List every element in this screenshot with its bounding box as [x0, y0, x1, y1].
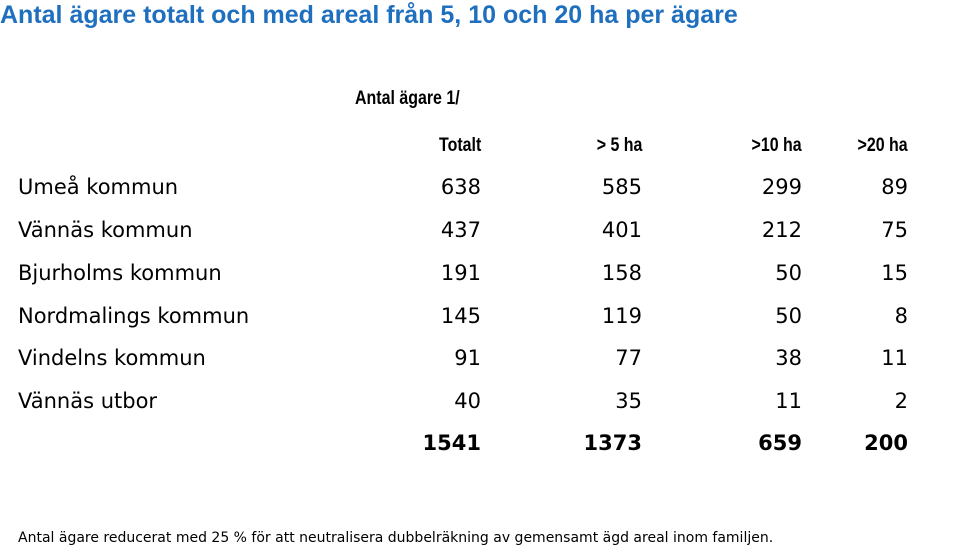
cell-over-5-ha: 401	[601, 218, 642, 242]
table-row	[0, 166, 960, 208]
cell-totalt: 145	[440, 304, 481, 328]
row-label: Nordmalings kommun	[18, 304, 250, 328]
cell-totalt: 40	[454, 389, 481, 413]
cell-over-20-ha: 8	[894, 304, 908, 328]
total-over-20-ha: 200	[864, 431, 908, 455]
table-row	[0, 209, 960, 251]
row-label: Umeå kommun	[18, 175, 179, 199]
row-label: Bjurholms kommun	[18, 261, 222, 285]
cell-over-5-ha: 119	[601, 304, 642, 328]
table-row	[0, 252, 960, 294]
cell-over-5-ha: 585	[601, 175, 642, 199]
total-totalt: 1541	[422, 431, 481, 455]
table-group-header: Antal ägare 1/	[355, 88, 460, 109]
cell-over-20-ha: 2	[894, 389, 908, 413]
row-label: Vännäs kommun	[18, 218, 193, 242]
cell-over-5-ha: 158	[601, 261, 642, 285]
cell-totalt: 91	[454, 346, 481, 370]
cell-over-10-ha: 50	[775, 261, 802, 285]
cell-over-10-ha: 50	[775, 304, 802, 328]
column-header-over-20-ha: >20 ha	[857, 135, 908, 156]
cell-totalt: 437	[440, 218, 481, 242]
table-row	[0, 295, 960, 337]
table-total-row	[0, 422, 960, 464]
cell-totalt: 638	[440, 175, 481, 199]
row-label: Vindelns kommun	[18, 346, 206, 370]
cell-over-20-ha: 75	[881, 218, 908, 242]
table-row	[0, 380, 960, 422]
cell-over-10-ha: 299	[761, 175, 802, 199]
cell-over-5-ha: 35	[615, 389, 642, 413]
cell-over-10-ha: 38	[775, 346, 802, 370]
column-header-over-10-ha: >10 ha	[751, 135, 802, 156]
total-over-5-ha: 1373	[583, 431, 642, 455]
column-header-totalt: Totalt	[438, 135, 481, 156]
table-row	[0, 337, 960, 379]
cell-over-5-ha: 77	[615, 346, 642, 370]
footnote: Antal ägare reducerat med 25 % för att neutralisera dubbelräkning av gemensamt ägd areal inom familjen.	[18, 530, 774, 546]
cell-over-20-ha: 89	[881, 175, 908, 199]
page-title: Antal ägare totalt och med areal från 5, 10 och 20 ha per ägare	[0, 1, 738, 29]
cell-over-10-ha: 212	[761, 218, 802, 242]
total-over-10-ha: 659	[758, 431, 802, 455]
cell-over-20-ha: 11	[881, 346, 908, 370]
cell-totalt: 191	[440, 261, 481, 285]
cell-over-20-ha: 15	[881, 261, 908, 285]
column-header-over-5-ha: > 5 ha	[596, 135, 642, 156]
cell-over-10-ha: 11	[775, 389, 802, 413]
row-label: Vännäs utbor	[18, 389, 158, 413]
